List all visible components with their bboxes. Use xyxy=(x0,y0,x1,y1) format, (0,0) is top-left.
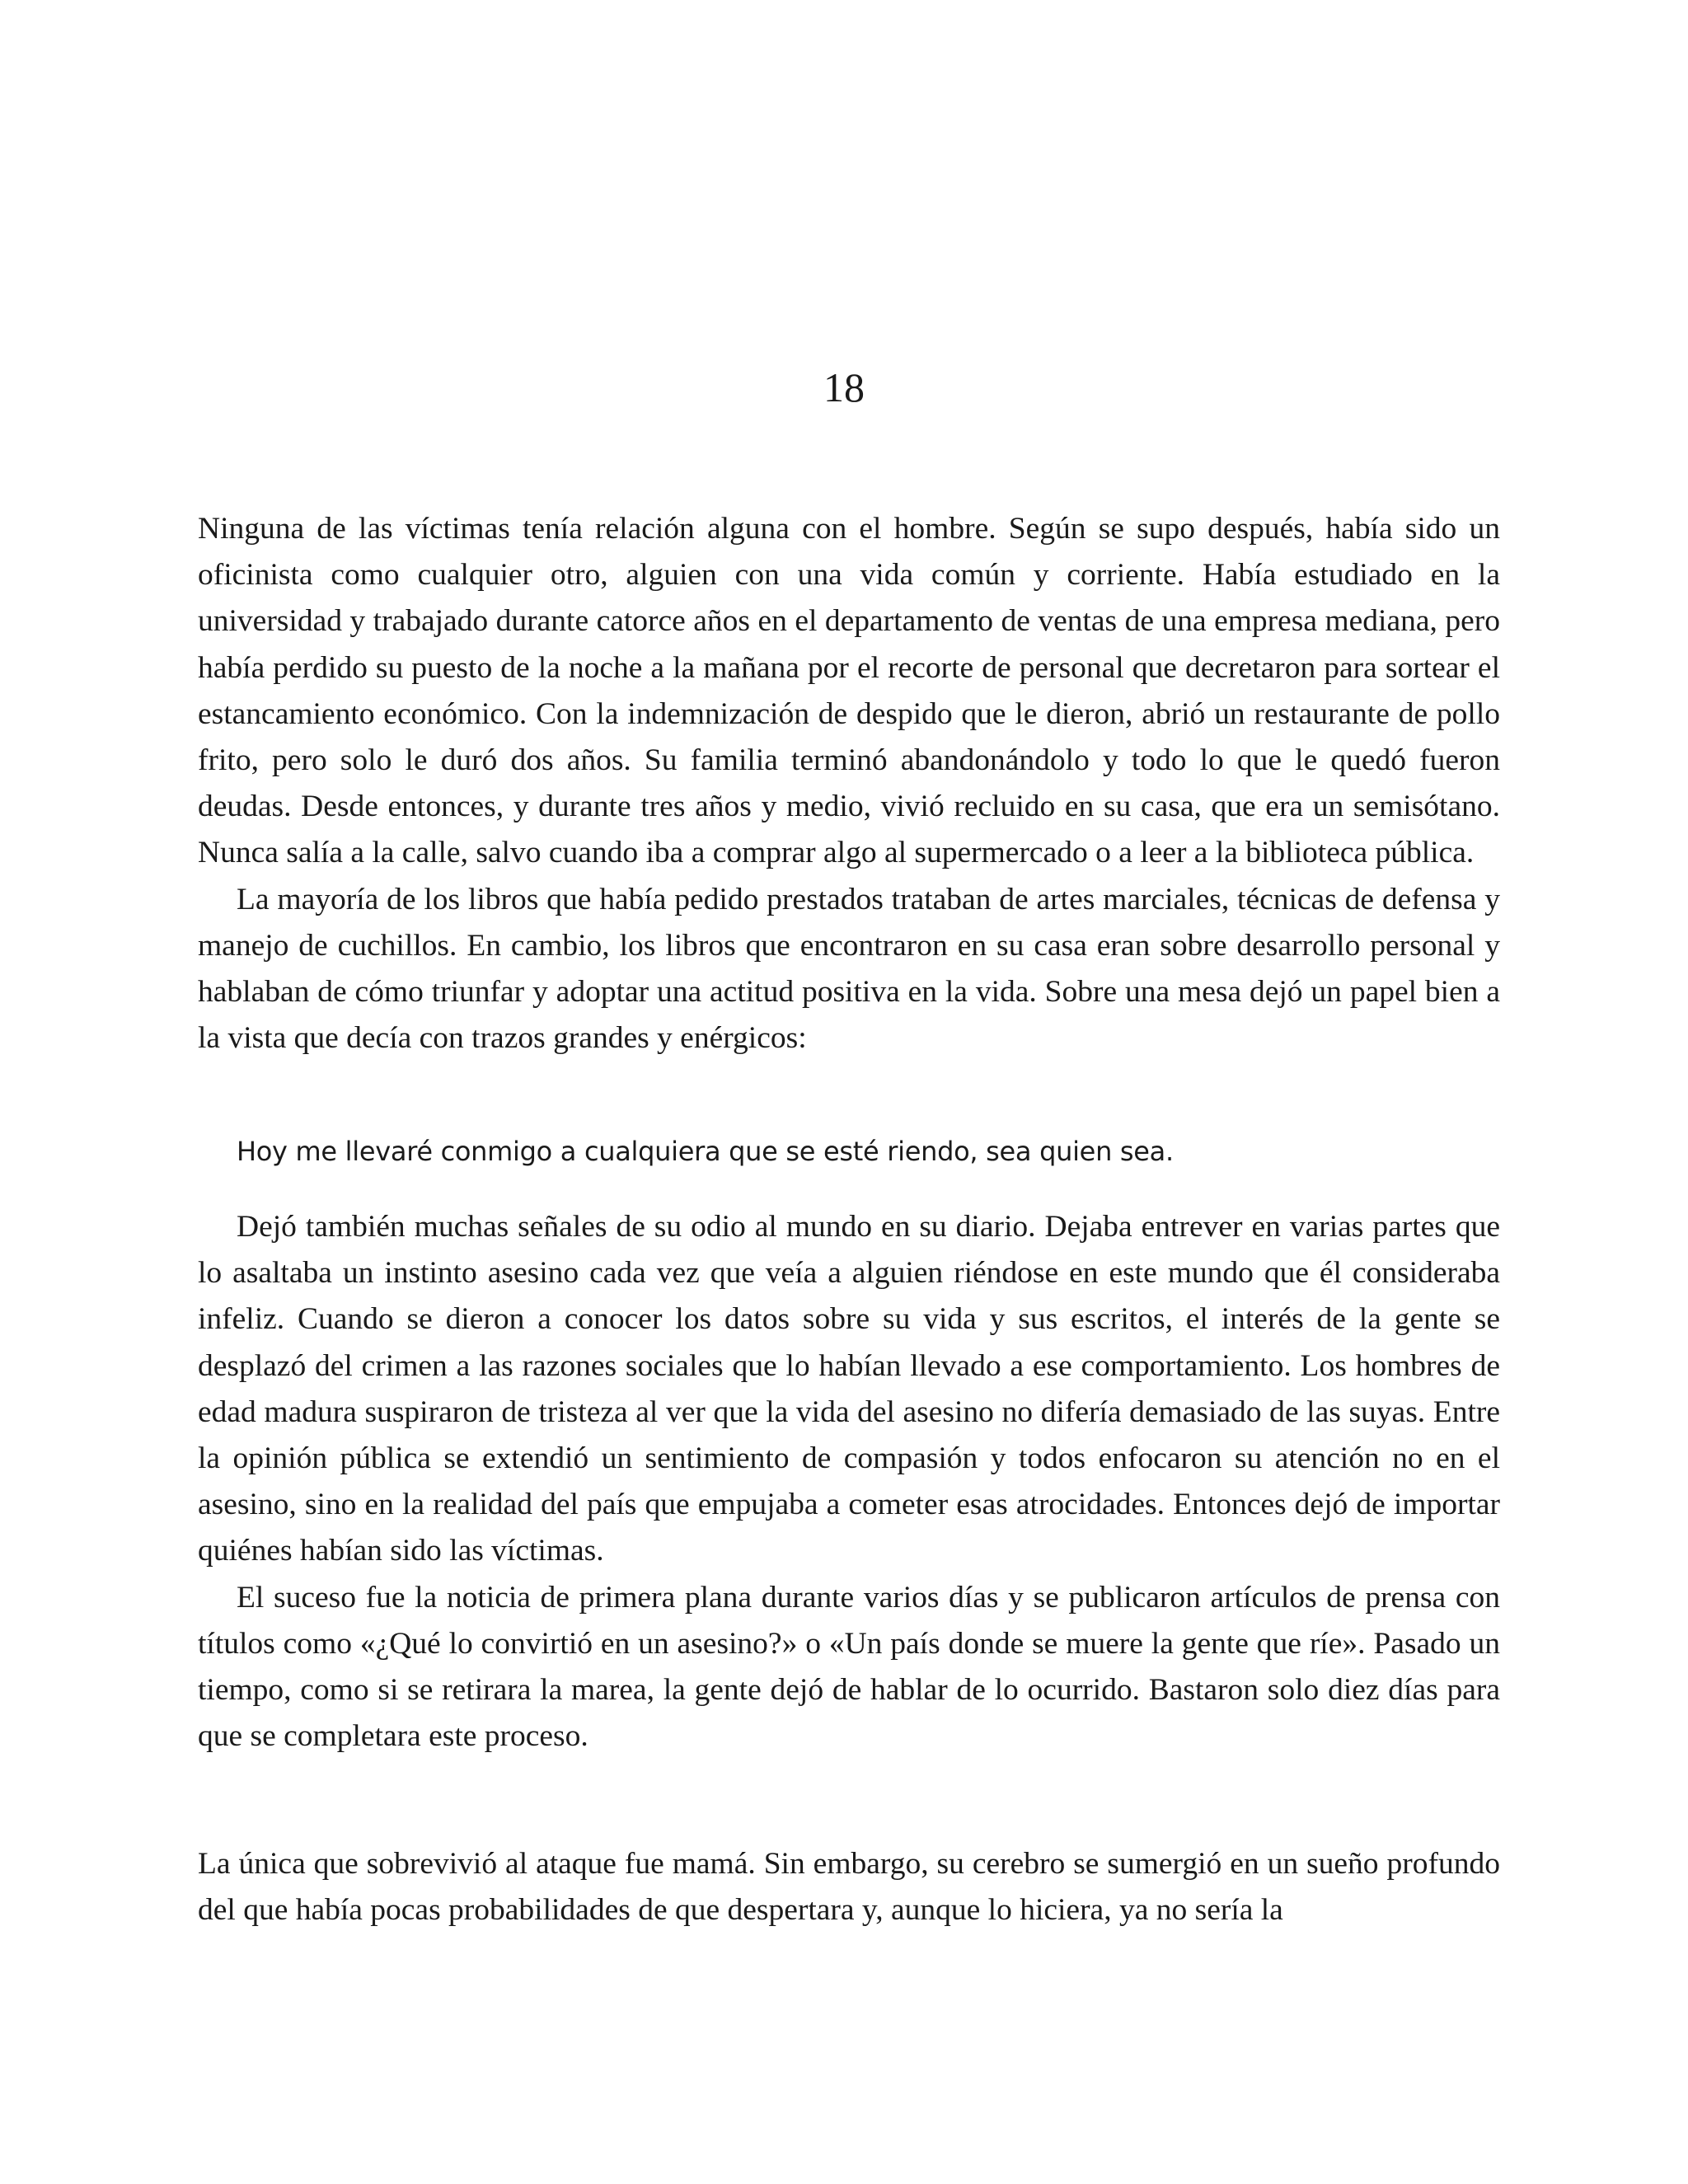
handwritten-note-quote: Hoy me llevaré conmigo a cualquiera que se esté riendo, sea quien sea. xyxy=(237,1136,1174,1167)
paragraph: Dejó también muchas señales de su odio al mundo en su diario. Dejaba entrever en varias partes que lo asaltaba un instinto asesino cada vez que veía a alguien riéndose en este mundo que él consideraba infeliz. Cuando se dieron a conocer los datos sobre su vida y sus escritos, el interés de la gente se desplazó del crimen a las razones sociales que lo habían llevado a ese comportamiento. Los hombres de edad madura suspiraron de tristeza al ver que la vida del asesino no difería demasiado de las suyas. Entre la opinión pública se extendió un sentimiento de compasión y todos enfocaron su atención no en el asesino, sino en la realidad del país que empujaba a cometer esas atrocidades. Entonces dejó de importar quiénes habían sido las víctimas. xyxy=(198,1210,1500,1568)
paragraph: Ninguna de las víctimas tenía relación alguna con el hombre. Según se supo después, había sido un oficinista como cualquier otro, alguien con una vida común y corriente. Había estudiado en la universidad y trabajado durante catorce años en el departamento de ventas de una empresa mediana, pero había perdido su puesto de la noche a la mañana por el recorte de personal que decretaron para sortear el estancamiento económico. Con la indemnización de despido que le dieron, abrió un restaurante de pollo frito, pero solo le duró dos años. Su familia terminó abandonándolo y todo lo que le quedó fueron deudas. Desde entonces, y durante tres años y medio, vivió recluido en su casa, que era un semisótano. Nunca salía a la calle, salvo cuando iba a comprar algo al supermercado o a leer a la biblioteca pública. xyxy=(198,512,1500,870)
section-3 xyxy=(198,1841,1500,1933)
paragraph: La única que sobrevivió al ataque fue mamá. Sin embargo, su cerebro se sumergió en un sueño profundo del que había pocas probabilidades de que despertara y, aunque lo hiciera, ya no sería la xyxy=(198,1847,1500,1928)
section-1 xyxy=(198,506,1500,1062)
section-2 xyxy=(198,1204,1500,1760)
chapter-number: 18 xyxy=(823,364,865,410)
paragraph: El suceso fue la noticia de primera plana durante varios días y se publicaron artículos de prensa con títulos como «¿Qué lo convirtió en un asesino?» o «Un país donde se muere la gente que ríe». Pasado un tiempo, como si se retirara la marea, la gente dejó de hablar de lo ocurrido. Bastaron solo diez días para que se completara este proceso. xyxy=(198,1580,1500,1754)
paragraph: La mayoría de los libros que había pedido prestados trataban de artes marciales, técnicas de defensa y manejo de cuchillos. En cambio, los libros que encontraron en su casa eran sobre desarrollo personal y hablaban de cómo triunfar y adoptar una actitud positiva en la vida. Sobre una mesa dejó un papel bien a la vista que decía con trazos grandes y enérgicos: xyxy=(198,882,1500,1056)
